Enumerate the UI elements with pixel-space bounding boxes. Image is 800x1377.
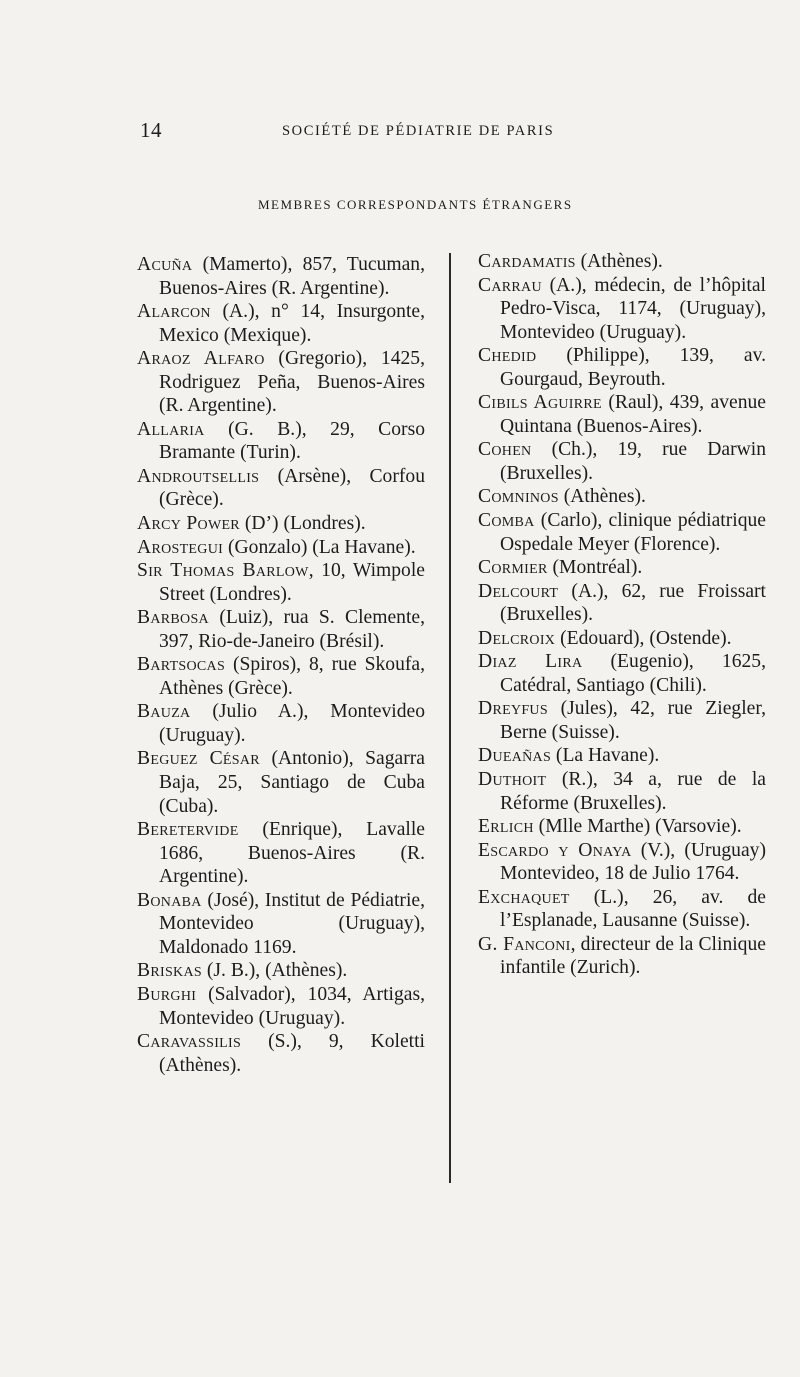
member-name: Chedid	[478, 345, 537, 367]
member-name: Erlich	[478, 816, 534, 838]
member-entry	[137, 818, 425, 889]
member-name: Cibils Aguirre	[478, 392, 602, 414]
member-entry	[478, 438, 766, 485]
member-details: (Gonzalo) (La Havane).	[223, 536, 416, 558]
member-details: (A.), n° 14, Insurgonte, Mexico (Mexique).	[159, 301, 425, 346]
member-entry	[478, 627, 766, 651]
member-details: (Jules), 42, rue Ziegler, Berne (Suisse).	[500, 698, 766, 743]
member-name: Alarcon	[137, 301, 211, 323]
member-entry	[478, 580, 766, 627]
member-entry	[137, 959, 425, 983]
member-details: (Carlo), clinique pédiatrique Ospedale Meyer (Florence).	[500, 510, 766, 555]
member-entry	[137, 700, 425, 747]
member-entry	[478, 485, 766, 509]
member-name: Beguez César	[137, 748, 260, 770]
member-entry	[478, 839, 766, 886]
member-entry	[478, 250, 766, 274]
member-entry	[137, 253, 425, 300]
running-head: SOCIÉTÉ DE PÉDIATRIE DE PARIS	[282, 123, 555, 139]
member-entry	[137, 512, 425, 536]
member-details: (Antonio), Sagarra Baja, 25, Santiago de Cuba (Cuba).	[159, 748, 425, 817]
member-name: Diaz Lira	[478, 651, 583, 673]
right-column	[478, 250, 766, 980]
member-name: Arostegui	[137, 536, 224, 558]
member-name: Androutsellis	[137, 465, 260, 487]
member-entry	[137, 747, 425, 818]
member-name: Briskas	[137, 960, 202, 982]
member-details: , 10, Wimpole Street (Londres).	[159, 560, 425, 605]
member-name: Bauza	[137, 701, 191, 723]
member-name: Comninos	[478, 486, 559, 508]
member-details: (José), Institut de Pédiatrie, Montevideo (Uruguay), Maldonado 1169.	[159, 889, 425, 958]
member-entry	[478, 815, 766, 839]
member-entry	[137, 889, 425, 960]
member-details: (J. B.), (Athènes).	[201, 960, 348, 982]
member-details: (S.), 9, Koletti (Athènes).	[159, 1031, 425, 1076]
member-entry	[478, 744, 766, 768]
member-entry	[478, 933, 766, 980]
page-number: 14	[140, 118, 162, 142]
member-entry	[137, 347, 425, 418]
member-name: Araoz Alfaro	[137, 348, 265, 370]
member-entry	[478, 768, 766, 815]
member-entry	[137, 1030, 425, 1077]
member-details: (Julio A.), Montevideo (Uruguay).	[159, 701, 425, 746]
member-details: (A.), 62, rue Froissart (Bruxelles).	[500, 580, 766, 626]
member-entry	[137, 606, 425, 653]
member-entry	[137, 983, 425, 1030]
member-entry	[478, 697, 766, 744]
member-details: (Athènes).	[558, 486, 646, 508]
member-details: (G. B.), 29, Corso Bramante (Turin).	[159, 418, 425, 464]
section-title: MEMBRES CORRESPONDANTS ÉTRANGERS	[258, 197, 573, 212]
member-details: (Eugenio), 1625, Catédral, Santiago (Chili).	[500, 651, 766, 696]
member-entry	[478, 556, 766, 580]
member-details: (D’) (Londres).	[239, 513, 366, 535]
member-details: (Gregorio), 1425, Rodriguez Peña, Buenos-Aires (R. Argentine).	[159, 348, 426, 417]
member-name: Exchaquet	[478, 886, 570, 908]
member-entry	[478, 509, 766, 556]
member-details: , directeur de la Clinique infantile (Zurich).	[500, 933, 766, 979]
member-name: Sir Thomas Barlow	[137, 560, 309, 582]
member-entry	[478, 344, 766, 391]
member-name: Bonaba	[137, 889, 202, 911]
member-name: Burghi	[137, 983, 197, 1005]
member-details: (Ch.), 19, rue Darwin (Bruxelles).	[500, 439, 766, 484]
member-details: (Mamerto), 857, Tucuman, Buenos-Aires (R. Argentine).	[159, 254, 425, 299]
member-name: Comba	[478, 510, 535, 532]
member-name: Delcroix	[478, 627, 556, 649]
member-entry	[478, 274, 766, 345]
member-entry	[137, 465, 425, 512]
member-details: (A.), médecin, de l’hôpital Pedro-Visca, 1174, (Uruguay), Montevideo (Uruguay).	[500, 274, 766, 343]
member-name: Cormier	[478, 557, 548, 579]
member-details: (Montréal).	[547, 557, 643, 579]
member-details: (Mlle Marthe) (Varsovie).	[533, 816, 742, 838]
member-details: (V.), (Uruguay) Montevideo, 18 de Julio 1764.	[500, 839, 766, 885]
member-name: Escardo y Onaya	[478, 839, 632, 861]
member-name: Bartsocas	[137, 654, 226, 676]
member-entry	[137, 536, 425, 560]
left-column	[137, 253, 425, 1077]
member-entry	[137, 559, 425, 606]
member-name: Cohen	[478, 439, 532, 461]
member-name: Allaria	[137, 418, 205, 440]
member-name: Barbosa	[137, 607, 209, 629]
member-name: Duthoit	[478, 769, 547, 791]
member-details: (Edouard), (Ostende).	[555, 627, 732, 649]
member-name: Arcy Power	[137, 513, 240, 535]
column-divider	[449, 253, 451, 1183]
member-details: (Arsène), Corfou (Grèce).	[159, 465, 425, 511]
member-name: Beretervide	[137, 819, 239, 841]
member-entry	[478, 391, 766, 438]
member-entry	[137, 653, 425, 700]
member-name: Caravassilis	[137, 1031, 242, 1053]
member-details: (R.), 34 a, rue de la Réforme (Bruxelles).	[500, 769, 766, 814]
member-entry	[478, 886, 766, 933]
member-details: (Spiros), 8, rue Skoufa, Athènes (Grèce).	[159, 654, 425, 699]
member-name: Delcourt	[478, 580, 559, 602]
member-entry	[478, 650, 766, 697]
member-entry	[137, 300, 425, 347]
member-details: (Salvador), 1034, Artigas, Montevideo (Uruguay).	[159, 983, 425, 1029]
member-name: G. Fanconi	[478, 933, 571, 955]
member-details: (Raul), 439, avenue Quintana (Buenos-Aires).	[500, 392, 766, 437]
member-details: (Athènes).	[575, 251, 663, 272]
member-name: Dueañas	[478, 745, 552, 767]
member-details: (Philippe), 139, av. Gourgaud, Beyrouth.	[500, 345, 766, 390]
member-name: Cardamatis	[478, 251, 576, 272]
member-details: (La Havane).	[551, 745, 660, 767]
member-details: (L.), 26, av. de l’Esplanade, Lausanne (Suisse).	[500, 886, 766, 932]
member-name: Acuña	[137, 254, 193, 275]
member-name: Dreyfus	[478, 698, 548, 720]
member-details: (Luiz), rua S. Clemente, 397, Rio-de-Janeiro (Brésil).	[159, 607, 425, 652]
member-details: (Enrique), Lavalle 1686, Buenos-Aires (R. Argentine).	[159, 819, 425, 888]
member-name: Carrau	[478, 274, 542, 296]
member-entry	[137, 418, 425, 465]
